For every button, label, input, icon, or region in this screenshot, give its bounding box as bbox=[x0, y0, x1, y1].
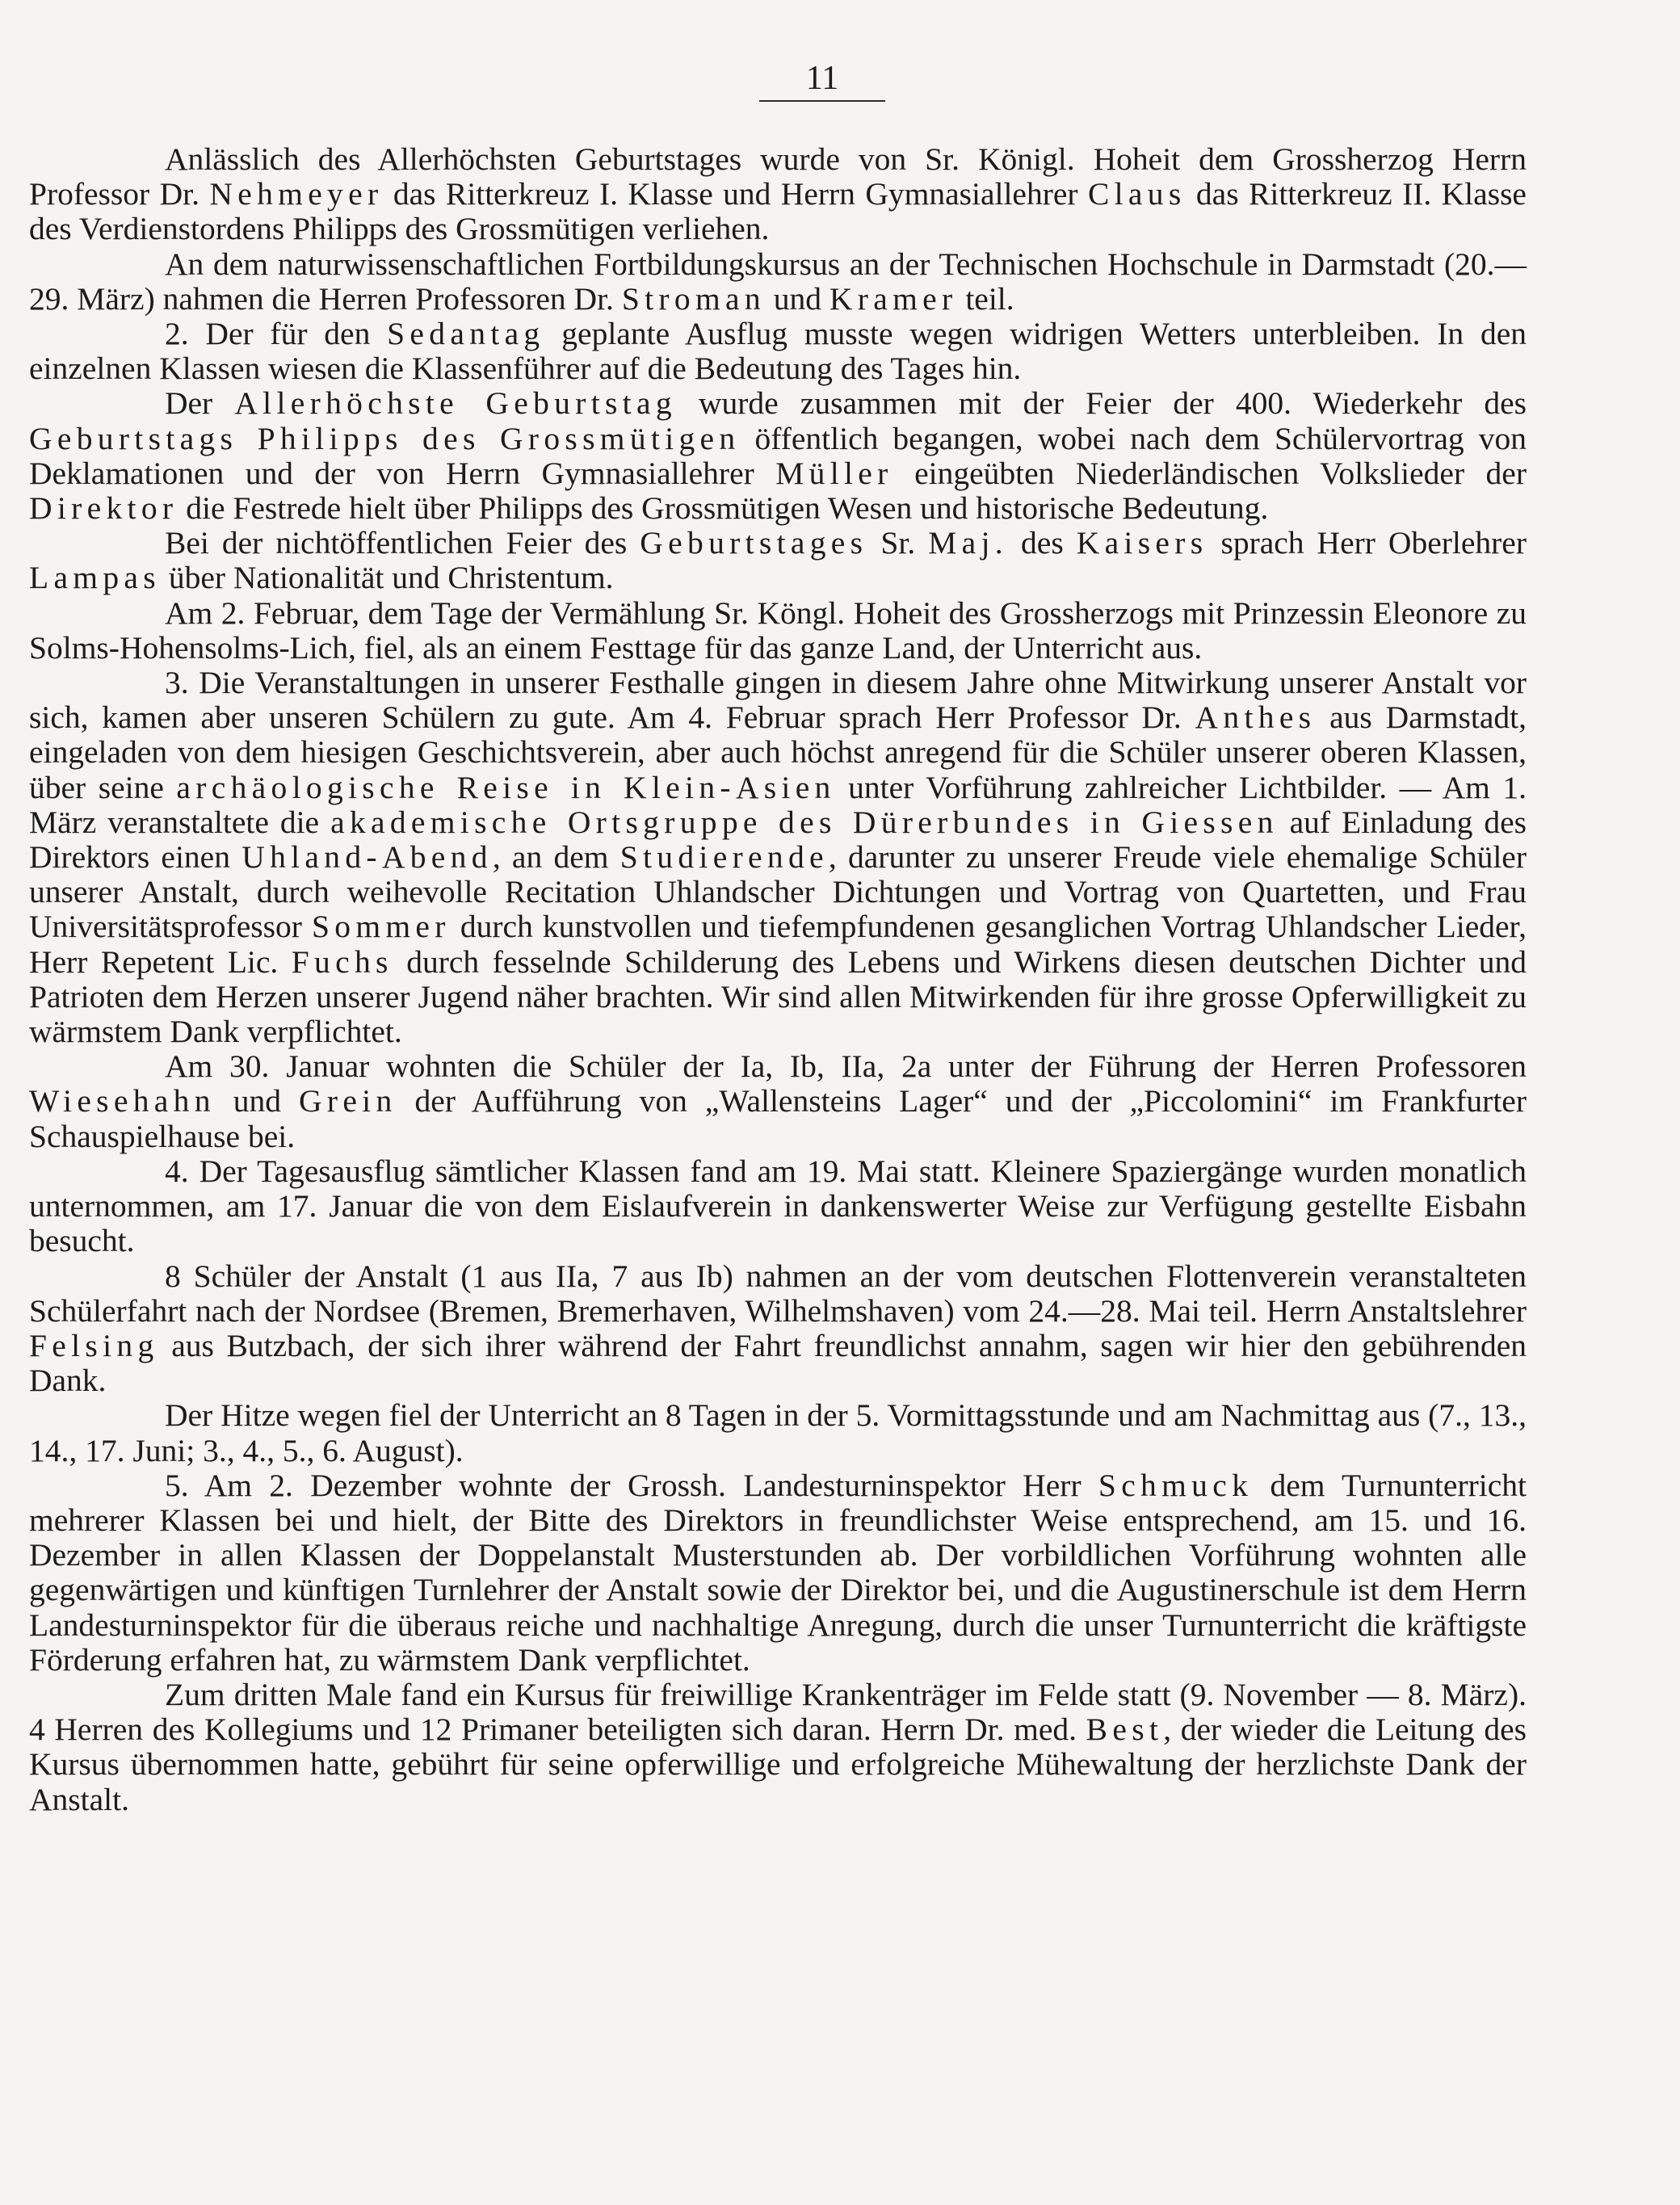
spaced-term: Sommer bbox=[311, 909, 451, 945]
spaced-term: Best bbox=[1086, 1712, 1164, 1748]
paragraph bbox=[29, 596, 1527, 666]
spaced-term: Studierende bbox=[620, 839, 829, 876]
text-run: Der Hitze wegen fiel der Unterricht an 8 Tagen in der 5. Vormittagsstunde und am Nachmittag aus (7., 13., 14., 17. Juni; 3., 4., 5., 6. August). bbox=[29, 1397, 1527, 1468]
paragraph bbox=[29, 1259, 1527, 1399]
text-run: eingeübten Niederländischen Volkslieder der bbox=[892, 455, 1527, 491]
spaced-term: Sedantag bbox=[387, 316, 545, 352]
text-run: teil. bbox=[957, 280, 1014, 317]
spaced-term: Kramer bbox=[829, 280, 958, 317]
spaced-term: Kaisers bbox=[1076, 525, 1208, 561]
text-run: Sr. bbox=[867, 525, 929, 561]
text-run: 3. Die Veranstaltungen in unserer Festhalle gingen in diesem Jahre ohne Mitwirkung unserer Anstalt vor sich, kamen aber unseren Schülern zu gute. Am 4. Februar sprach Herr Professor Dr. bbox=[29, 665, 1527, 736]
paragraph bbox=[29, 247, 1527, 317]
text-run: 8 Schüler der Anstalt (1 aus IIa, 7 aus Ib) nahmen an der vom deutschen Flottenverein veranstalteten Schülerfahrt nach der Nordsee (Bremen, Bremerhaven, Wilhelmshaven) vom 24.—28. Mai teil. Herrn Anstaltslehrer bbox=[29, 1258, 1527, 1329]
text-run: über Nationalität und Christentum. bbox=[160, 560, 614, 596]
spaced-term: Geburtstags Philipps des Grossmütigen bbox=[29, 420, 741, 456]
text-run: und bbox=[215, 1083, 300, 1119]
spaced-term: Felsing bbox=[29, 1327, 159, 1363]
text-run: , darunter zu unserer Freude viele ehemalige Schüler unserer Anstalt, durch weihevolle Recitation Uhlandscher Dichtungen und Vortrag von Quartetten, und Frau Universitätsprofessor bbox=[29, 839, 1527, 945]
text-run: An dem naturwissenschaftlichen Fortbildungskursus an der Technischen Hochschule in Darmstadt (20.— 29. März) nahmen die Herren Professoren Dr. bbox=[29, 246, 1527, 317]
paragraph bbox=[29, 526, 1527, 595]
paragraph bbox=[29, 1049, 1527, 1154]
text-run: 2. Der für den bbox=[165, 316, 388, 352]
text-run: 5. Am 2. Dezember wohnte der Grossh. Landesturninspektor Herr bbox=[165, 1467, 1098, 1503]
text-run: 4. Der Tagesausflug sämtlicher Klassen fand am 19. Mai statt. Kleinere Spaziergänge wurden monatlich unternommen, am 17. Januar die von dem Eislaufverein in dankenswerter Weise zur Verfügung gestellte Eisbahn besucht. bbox=[29, 1153, 1527, 1259]
spaced-term: Schmuck bbox=[1098, 1467, 1254, 1503]
text-run: Bei der nichtöffentlichen Feier des bbox=[165, 525, 640, 561]
text-run: Der bbox=[165, 385, 235, 422]
text-run: das Ritterkreuz I. Klasse und Herrn Gymnasiallehrer bbox=[383, 176, 1088, 212]
paragraph bbox=[29, 317, 1527, 386]
paragraph bbox=[29, 142, 1527, 247]
text-run: , an dem bbox=[492, 839, 620, 876]
text-run: Am 30. Januar wohnten die Schüler der Ia, Ib, IIa, 2a unter der Führung der Herren Professoren bbox=[165, 1048, 1527, 1085]
text-run: , der wieder die Leitung des Kursus übernommen hatte, gebührt für seine opferwillige und erfolgreiche Mühewaltung der herzlichste Dank der Anstalt. bbox=[29, 1712, 1527, 1817]
spaced-term: Direktor bbox=[29, 490, 178, 527]
text-run: die Festrede hielt über Philipps des Grossmütigen Wesen und historische Bedeutung. bbox=[178, 490, 1269, 527]
spaced-term: akademische Ortsgruppe des Dürerbundes in Giessen bbox=[330, 804, 1279, 840]
spaced-term: Uhland-Abend bbox=[242, 839, 493, 876]
text-run: Zum dritten Male fand ein Kursus für freiwillige Krankenträger im Felde statt (9. November — 8. März). 4 Herren des Kollegiums und 12 Primaner beteiligten sich daran. Herrn Dr. med. bbox=[29, 1676, 1527, 1748]
paragraph bbox=[29, 1154, 1527, 1259]
text-run: Am 2. Februar, dem Tage der Vermählung Sr. Köngl. Hoheit des Grossherzogs mit Prinzessin Eleonore zu Solms-Hohensolms-Lich, fiel, als an einem Festtage für das ganze Land, der Unterricht aus. bbox=[29, 594, 1527, 666]
paragraph bbox=[29, 1678, 1527, 1817]
spaced-term: archäologische Reise in Klein-Asien bbox=[176, 769, 836, 805]
spaced-term: Wiesehahn bbox=[29, 1083, 216, 1119]
text-run: sprach Herr Oberlehrer bbox=[1208, 525, 1527, 561]
spaced-term: Allerhöchste Geburtstag bbox=[234, 385, 677, 422]
text-run: dem Turnunterricht mehrerer Klassen bei und hielt, der Bitte des Direktors in freundlichster Weise entsprechend, am 15. und 16. Dezember in allen Klassen der Doppelanstalt Musterstunden ab. Der vorbildlichen Vorführung wohnten alle gegenwärtigen und künftigen Turnlehrer der Anstalt sowie der Direktor bei, und die Augustinerschule ist dem Herrn Landesturninspektor für die überaus reiche und nachhaltige Anregung, durch die unser Turnunterricht die kräftigste Förderung erfahren hat, zu wärmstem Dank verpflichtet. bbox=[29, 1467, 1527, 1678]
text-run: aus Darmstadt, eingeladen von dem hiesigen Geschichtsverein, aber auch höchst anregend für die Schüler unserer oberen Klassen, über seine bbox=[29, 699, 1527, 805]
text-run: das Ritterkreuz II. Klasse des Verdienstordens Philipps des Grossmütigen verliehen. bbox=[29, 176, 1527, 247]
paragraph bbox=[29, 666, 1527, 1049]
spaced-term: Stroman bbox=[621, 280, 766, 317]
spaced-term: Anthes bbox=[1195, 699, 1317, 736]
text-run: des bbox=[1008, 525, 1077, 561]
spaced-term: Nehmeyer bbox=[209, 176, 384, 212]
spaced-term: Geburtstages bbox=[640, 525, 868, 561]
text-run: geplante Ausflug musste wegen widrigen Wetters unterbleiben. In den einzelnen Klassen wiesen die Klassenführer auf die Bedeutung des Tages hin. bbox=[29, 316, 1527, 387]
text-run: wurde zusammen mit der Feier der 400. Wiederkehr des bbox=[676, 385, 1527, 422]
spaced-term: Claus bbox=[1087, 176, 1186, 212]
spaced-term: Müller bbox=[775, 455, 893, 491]
page-number-text: 11 bbox=[759, 57, 885, 102]
text-run: der Aufführung von „Wallensteins Lager“ und der „Piccolomini“ im Frankfurter Schauspielhause bei. bbox=[29, 1083, 1527, 1154]
body-text bbox=[29, 142, 1527, 1817]
spaced-term: Fuchs bbox=[291, 943, 393, 980]
spaced-term: Maj. bbox=[928, 525, 1009, 561]
text-run: und bbox=[765, 280, 830, 317]
page-number bbox=[29, 57, 1527, 102]
text-run: durch kunstvollen und tiefempfundenen gesanglichen Vortrag Uhlandscher Lieder, Herr Repetent Lic. bbox=[29, 909, 1527, 980]
spaced-term: Grein bbox=[299, 1083, 397, 1119]
spaced-term: Lampas bbox=[29, 560, 161, 596]
text-run: Anlässlich des Allerhöchsten Geburtstages wurde von Sr. Königl. Hoheit dem Grossherzog Herrn Professor Dr. bbox=[29, 141, 1527, 212]
paragraph bbox=[29, 1398, 1527, 1468]
text-run: öffentlich begangen, wobei nach dem Schülervortrag von Deklamationen und der von Herrn Gymnasiallehrer bbox=[29, 420, 1527, 491]
text-run: unter Vorführung zahlreicher Lichtbilder. — Am 1. März veranstaltete die bbox=[29, 769, 1527, 840]
text-run: auf Einladung des Direktors einen bbox=[29, 804, 1527, 876]
paragraph bbox=[29, 1468, 1527, 1678]
text-run: durch fesselnde Schilderung des Lebens und Wirkens diesen deutschen Dichter und Patrioten dem Herzen unserer Jugend näher brachten. Wir sind allen Mitwirkenden für ihre grosse Opferwilligkeit zu wärmstem Dank verpflichtet. bbox=[29, 943, 1527, 1050]
text-run: aus Butzbach, der sich ihrer während der Fahrt freundlichst annahm, sagen wir hier den gebührenden Dank. bbox=[29, 1327, 1527, 1399]
paragraph bbox=[29, 386, 1527, 526]
